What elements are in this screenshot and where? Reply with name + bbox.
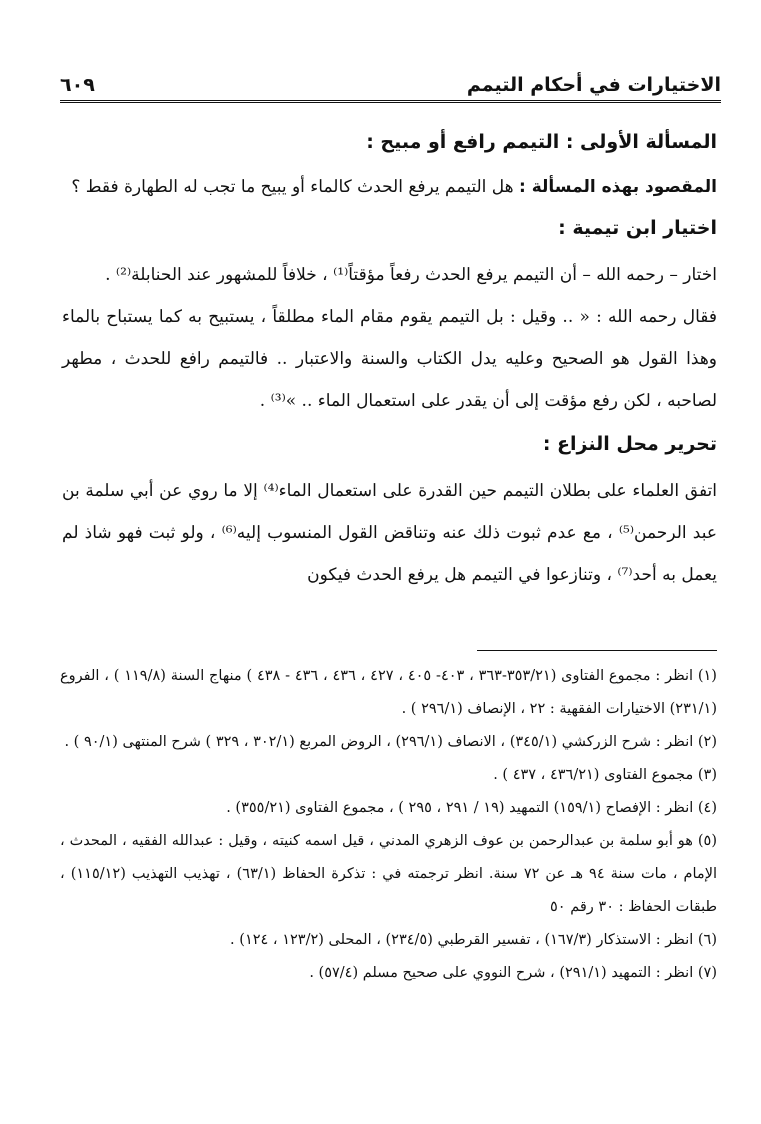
paragraph-purpose-text: هل التيمم يرفع الحدث كالماء أو يبيح ما تجب له الطهارة فقط ؟ xyxy=(71,177,520,197)
header-rule xyxy=(60,100,721,103)
footnote-separator xyxy=(477,650,717,651)
footnote-4: (٤) انظر : الإفصاح (١٥٩/١) التمهيد (١٩ / ٢٩١ ، ٢٩٥ ) ، مجموع الفتاوى (٣٥٥/٢١) . xyxy=(226,800,717,816)
footnote-1: (١) انظر : مجموع الفتاوى (٣٥٣/٢١-٣٦٣ ، ٤٠٣- ٤٠٥ ، ٤٢٧ ، ٤٣٦ ، ٤٣٦ - ٤٣٨ ) منهاج السنة (١١٩/٨ ) ، الفروع (٢٣١/١) الاختيارات الفقهية : ٢٢ ، الإنصاف (٢٩٦/١ ) . xyxy=(60,668,717,717)
paragraph-purpose xyxy=(62,168,717,206)
footnotes xyxy=(60,660,717,990)
paragraph-consensus: اتفق العلماء على بطلان التيمم حين القدرة على استعمال الماء⁽⁴⁾ إلا ما روي عن أبي سلمة بن عبد الرحمن⁽⁵⁾ ، مع عدم ثبوت ذلك عنه وتناقض القول المنسوب إليه⁽⁶⁾ ، ولو ثبت فهو شاذ لم يعمل به أحد⁽⁷⁾ ، وتنازعوا في التيمم هل يرفع الحدث فيكون xyxy=(62,481,717,585)
running-header xyxy=(60,56,721,96)
footnote-2: (٢) انظر : شرح الزركشي (٣٤٥/١) ، الانصاف (٢٩٦/١) ، الروض المربع (٣٠٢/١ ، ٣٢٩ ) شرح المنتهى (٩٠/١ ) . xyxy=(64,734,717,750)
paragraph-choice: اختار – رحمه الله – أن التيمم يرفع الحدث رفعاً مؤقتاً⁽¹⁾ ، خلافاً للمشهور عند الحنابلة⁽²⁾ . xyxy=(105,265,717,285)
section-heading-issue-one: المسألة الأولى : التيمم رافع أو مبيح : xyxy=(366,131,717,153)
footnote-7: (٧) انظر : التمهيد (٢٩١/١) ، شرح النووي على صحيح مسلم (٥٧/٤) . xyxy=(309,965,717,981)
page-number: ٦٠٩ xyxy=(60,74,95,96)
footnote-5: (٥) هو أبو سلمة بن عبدالرحمن بن عوف الزهري المدني ، قيل اسمه كنيته ، وقيل : عبدالله الفقيه ، المحدث ، الإمام ، مات سنة ٩٤ هـ عن ٧٢ سنة. انظر ترجمته في : تذكرة الحفاظ (٦٣/١) ، تهذيب التهذيب (١١٥/١٢) ، طبقات الحفاظ : ٣٠ رقم ٥٠ xyxy=(60,833,717,915)
paragraph-quote: فقال رحمه الله : « .. وقيل : بل التيمم يقوم مقام الماء مطلقاً ، يستبيح به كما يستباح بالماء وهذا القول هو الصحيح وعليه يدل الكتاب والسنة والاعتبار .. فالتيمم رافع للحدث ، مطهر لصاحبه ، لكن رفع مؤقت إلى أن يقدر على استعمال الماء .. »⁽³⁾ . xyxy=(62,307,717,411)
section-heading-ibn-taymiyya: اختيار ابن تيمية : xyxy=(558,217,717,239)
header-title: الاختيارات في أحكام التيمم xyxy=(466,74,721,96)
footnote-6: (٦) انظر : الاستذكار (١٦٧/٣) ، تفسير القرطبي (٢٣٤/٥) ، المحلى (١٢٣/٢ ، ١٢٤) . xyxy=(230,932,717,948)
paragraph-purpose-lead: المقصود بهذه المسألة : xyxy=(519,177,717,197)
main-text xyxy=(62,120,717,596)
footnote-3: (٣) مجموع الفتاوى (٤٣٦/٢١ ، ٤٣٧ ) . xyxy=(493,767,717,783)
section-heading-dispute: تحرير محل النزاع : xyxy=(542,433,717,455)
